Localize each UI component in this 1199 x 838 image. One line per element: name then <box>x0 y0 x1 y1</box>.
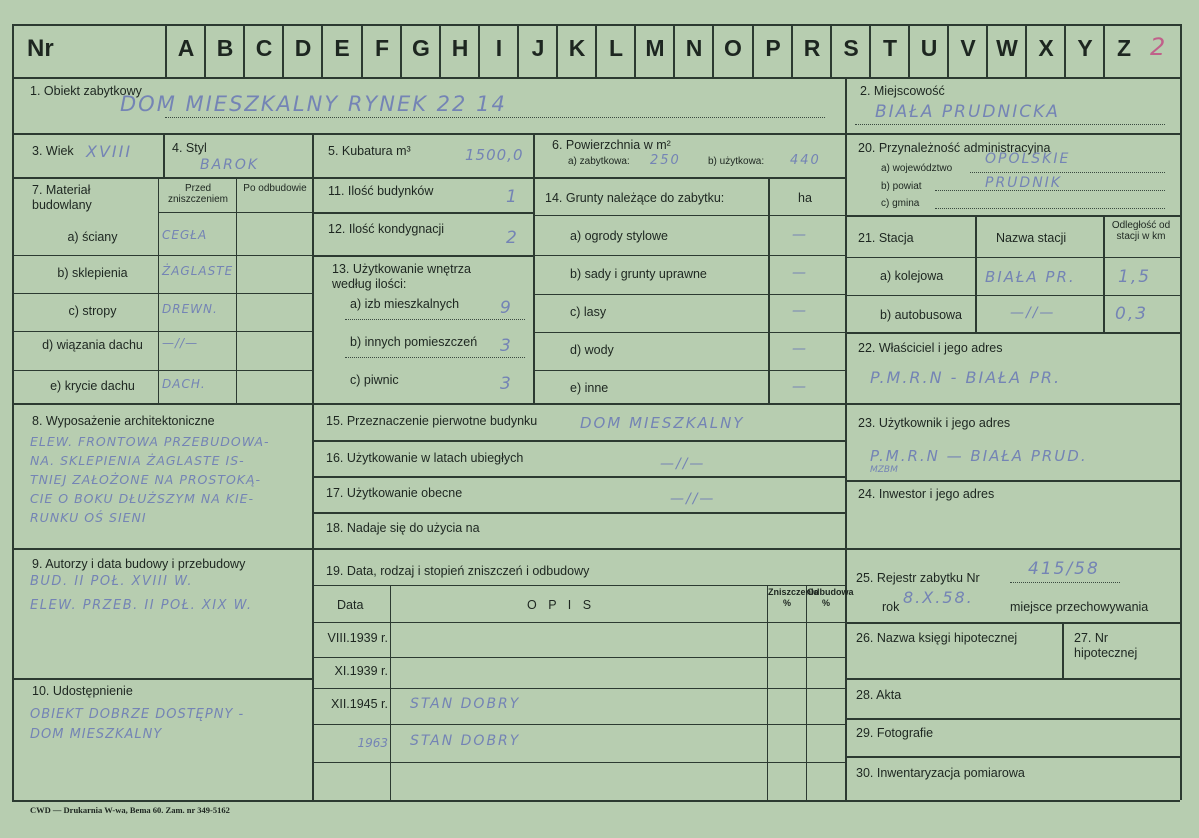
f7-row-label: d) wiązania dachu <box>42 338 143 352</box>
f19-row-date: 1963 <box>357 736 388 750</box>
f8-line: NA. SKLEPIENIA ŻAGLASTE IS- <box>30 453 245 468</box>
f6-b-label: b) użytkowa: <box>708 156 765 167</box>
f7-col-after: Po odbudowie <box>243 183 307 194</box>
f20-label: 20. Przynależność administracyjna <box>858 141 1051 155</box>
index-letter: B <box>216 35 234 61</box>
f20-b-label: b) powiat <box>881 181 922 192</box>
f15-value: DOM MIESZKALNY <box>580 414 745 432</box>
f14-row-label: e) inne <box>570 381 609 395</box>
f22-value: P.M.R.N - BIAŁA PR. <box>870 368 1062 387</box>
f21-col-dist: Odległość od stacji w km <box>1111 220 1171 242</box>
f22-label: 22. Właściciel i jego adres <box>858 341 1003 355</box>
f16-value: —//— <box>660 456 706 472</box>
f19-col-odbud: Odbudowa % <box>807 587 854 608</box>
f14-row-label: b) sady i grunty uprawne <box>570 267 707 281</box>
f8-label: 8. Wyposażenie architektoniczne <box>32 414 215 428</box>
f7-col-before: Przed zniszczeniem <box>167 183 229 205</box>
f13-row-label: b) innych pomieszczeń <box>350 335 478 349</box>
index-letter: V <box>960 35 976 61</box>
f8-line: TNIEJ ZAŁOŻONE NA PROSTOKĄ- <box>30 472 262 487</box>
f7-row-label: b) sklepienia <box>57 266 128 280</box>
f1-value: DOM MIESZKALNY RYNEK 22 14 <box>120 92 507 116</box>
f7-row-value: —//— <box>162 336 199 350</box>
f13-row-value: 9 <box>500 298 513 318</box>
f9-label: 9. Autorzy i data budowy i przebudowy <box>32 557 246 571</box>
f10-label: 10. Udostępnienie <box>32 684 133 698</box>
f13-row-label: a) izb mieszkalnych <box>350 297 460 311</box>
f7-row-value: DACH. <box>162 377 206 391</box>
f15-label: 15. Przeznaczenie pierwotne budynku <box>326 414 538 428</box>
f12-value: 2 <box>506 228 519 248</box>
f25-place-label: miejsce przechowywania <box>1010 600 1149 614</box>
index-letter: X <box>1038 35 1054 61</box>
f2-value: BIAŁA PRUDNICKA <box>875 102 1060 122</box>
f6-label: 6. Powierzchnia w m² <box>552 138 671 152</box>
f8-line: CIE O BOKU DŁUŻSZYM NA KIE- <box>30 491 255 506</box>
f7-row-value: ŻAGLASTE <box>162 264 234 278</box>
f19-label: 19. Data, rodzaj i stopień zniszczeń i odbudowy <box>326 564 590 578</box>
f21-label: 21. Stacja <box>858 231 914 245</box>
f19-col-znisz: Zniszczenia % <box>768 587 819 608</box>
card-number: 2 <box>1150 33 1166 61</box>
index-letter: L <box>608 35 624 61</box>
f4-value: BAROK <box>200 157 260 173</box>
f2-label: 2. Miejscowość <box>860 84 945 98</box>
f21-col-name: Nazwa stacji <box>996 231 1067 245</box>
index-letter: U <box>920 35 938 61</box>
f14-row-value: — <box>792 379 806 395</box>
index-letter: D <box>294 35 312 61</box>
f17-label: 17. Użytkowanie obecne <box>326 486 463 500</box>
f14-label: 14. Grunty należące do zabytku: <box>545 191 725 205</box>
f19-row-opis: STAN DOBRY <box>410 733 521 749</box>
f20-a-label: a) województwo <box>881 163 953 174</box>
f7-row-value: DREWN. <box>162 302 218 316</box>
f1-label: 1. Obiekt zabytkowy <box>30 84 142 98</box>
index-letter: W <box>996 35 1018 61</box>
index-letter: O <box>724 35 742 61</box>
f9-line: BUD. II POŁ. XVIII W. <box>30 574 194 589</box>
f7-row-label: e) krycie dachu <box>50 379 135 393</box>
f10-line: OBIEKT DOBRZE DOSTĘPNY - <box>30 707 245 722</box>
f14-row-label: d) wody <box>570 343 614 357</box>
f24-label: 24. Inwestor i jego adres <box>858 487 995 501</box>
index-letter: K <box>568 35 586 61</box>
f25-rok-label: rok <box>882 600 900 614</box>
f17-value: —//— <box>670 491 716 507</box>
f19-col-date: Data <box>337 598 364 612</box>
f11-label: 11. Ilość budynków <box>328 184 434 198</box>
f14-row-value: — <box>792 265 806 281</box>
printer-imprint: CWD — Drukarnia W-wa, Bema 60. Zam. nr 349-5162 <box>30 805 230 815</box>
index-letter: I <box>495 35 503 61</box>
index-letter: M <box>645 35 665 61</box>
f9-line: ELEW. PRZEB. II POŁ. XIX W. <box>30 598 253 613</box>
f11-value: 1 <box>506 187 519 207</box>
f28-label: 28. Akta <box>856 688 902 702</box>
f25-label: 25. Rejestr zabytku Nr <box>856 571 980 585</box>
index-letter: C <box>255 35 273 61</box>
index-letter: E <box>334 35 350 61</box>
f20-c-label: c) gmina <box>881 198 920 209</box>
f14-row-value: — <box>792 341 806 357</box>
f7-label: 7. Materiał budowlany <box>32 183 92 212</box>
f23-label: 23. Użytkownik i jego adres <box>858 416 1011 430</box>
f23-note: MZBM <box>870 465 898 475</box>
f8-line: ELEW. FRONTOWA PRZEBUDOWA- <box>30 434 270 449</box>
index-letter: N <box>685 35 703 61</box>
f18-label: 18. Nadaje się do użycia na <box>326 521 480 535</box>
index-letter: T <box>882 35 898 61</box>
f16-label: 16. Użytkowanie w latach ubiegłych <box>326 451 524 465</box>
f27-label: 27. Nr hipotecznej <box>1074 631 1138 660</box>
f13-label: 13. Użytkowanie wnętrza według ilości: <box>332 262 471 291</box>
f13-row-value: 3 <box>500 336 513 356</box>
f7-row-value: CEGŁA <box>162 228 208 242</box>
f25-value: 415/58 <box>1028 559 1100 579</box>
f7-row-label: c) stropy <box>68 304 117 318</box>
index-letter: P <box>765 35 781 61</box>
f10-line: DOM MIESZKALNY <box>30 727 163 742</box>
f8-line: RUNKU OŚ SIENI <box>30 510 147 525</box>
index-letter: S <box>843 35 859 61</box>
f19-row-date: XII.1945 r. <box>331 697 388 711</box>
f12-label: 12. Ilość kondygnacji <box>328 222 445 236</box>
f25-rok-value: 8.X.58. <box>903 588 974 607</box>
index-letter: F <box>374 35 390 61</box>
f20-a-value: OPOLSKIE <box>985 151 1071 167</box>
f5-label: 5. Kubatura m³ <box>328 144 411 158</box>
f6-a-value: 250 <box>650 153 681 168</box>
f3-label: 3. Wiek <box>32 144 74 158</box>
index-letter: J <box>531 35 545 61</box>
f4-label: 4. Styl <box>172 141 207 155</box>
f21-b-label: b) autobusowa <box>880 308 963 322</box>
f19-col-opis: O P I S <box>527 598 596 612</box>
f13-row-value: 3 <box>500 374 513 394</box>
index-letter: A <box>177 35 195 61</box>
f21-a-dist: 1,5 <box>1118 267 1152 287</box>
f19-row-opis: STAN DOBRY <box>410 696 521 712</box>
f23-value: P.M.R.N — BIAŁA PRUD. <box>870 447 1088 465</box>
f21-a-name: BIAŁA PR. <box>985 268 1076 286</box>
f14-row-value: — <box>792 227 806 243</box>
f30-label: 30. Inwentaryzacja pomiarowa <box>856 766 1025 780</box>
f5-value: 1500,0 <box>465 146 524 164</box>
f13-row-label: c) piwnic <box>350 373 399 387</box>
f21-b-name: —//— <box>1010 305 1056 321</box>
index-letter: Z <box>1116 35 1132 61</box>
index-letter: R <box>803 35 821 61</box>
f7-row-label: a) ściany <box>67 230 118 244</box>
f19-row-date: VIII.1939 r. <box>327 631 388 645</box>
f14-unit: ha <box>798 191 812 205</box>
f14-row-value: — <box>792 303 806 319</box>
f26-label: 26. Nazwa księgi hipotecznej <box>856 631 1018 645</box>
f14-row-label: c) lasy <box>570 305 607 319</box>
f20-b-value: PRUDNIK <box>985 175 1062 191</box>
f6-b-value: 440 <box>790 153 821 168</box>
f19-row-date: XI.1939 r. <box>334 664 388 678</box>
f21-a-label: a) kolejowa <box>880 269 944 283</box>
f14-row-label: a) ogrody stylowe <box>570 229 668 243</box>
f29-label: 29. Fotografie <box>856 726 934 740</box>
index-letter: Y <box>1077 35 1093 61</box>
f3-value: XVIII <box>86 142 133 161</box>
f6-a-label: a) zabytkowa: <box>568 156 630 167</box>
index-letter: G <box>412 35 430 61</box>
f21-b-dist: 0,3 <box>1115 304 1149 324</box>
index-letter: H <box>451 35 469 61</box>
nr-label: Nr <box>27 35 54 62</box>
